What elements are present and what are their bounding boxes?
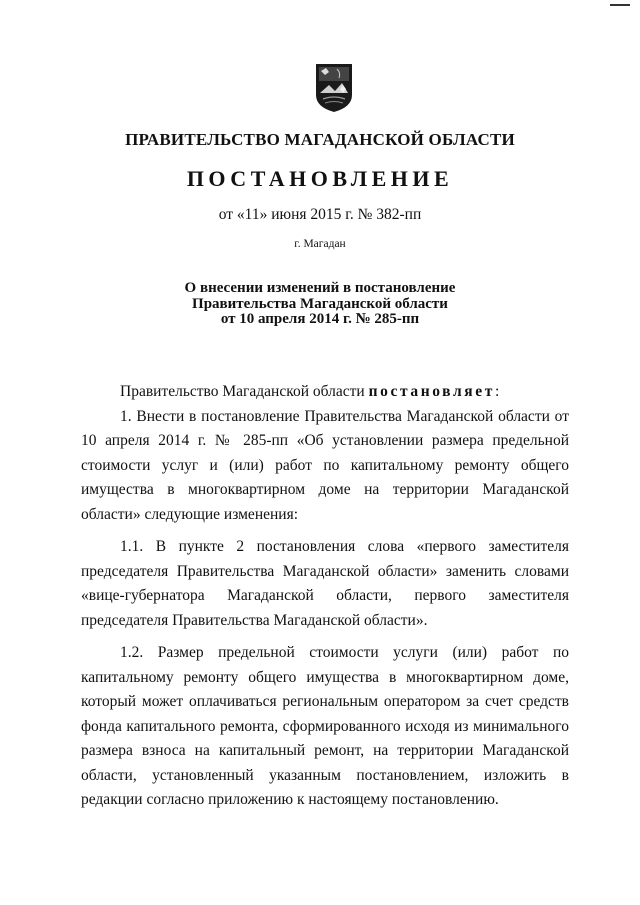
- scan-corner-mark: [610, 4, 630, 12]
- subject-line: Правительства Магаданской области: [192, 295, 448, 312]
- intro-paragraph: [81, 380, 569, 405]
- intro-text: Правительство Магаданской области: [120, 383, 369, 400]
- intro-colon: :: [494, 383, 500, 400]
- subject-line: от 10 апреля 2014 г. № 285-пп: [220, 311, 420, 327]
- government-title: ПРАВИТЕЛЬСТВО МАГАДАНСКОЙ ОБЛАСТИ: [125, 130, 515, 149]
- coat-of-arms-emblem: [315, 63, 353, 113]
- document-date-number: от «11» июня 2015 г. № 382-пп: [218, 206, 422, 223]
- item-1-paragraph: 1. Внести в постановление Правительства Магаданской области от 10 апреля 2014 г. № 285-пп «Об установлении размера предельной стоимости услуг и (или) работ по капитальному ремонту общего имущества в многоквартирном доме на территории Магаданской области» следующие изменения:: [81, 407, 569, 523]
- document-subject: [0, 281, 640, 328]
- document-type-title: ПОСТАНОВЛЕНИЕ: [186, 166, 454, 191]
- item-1-1-paragraph: 1.1. В пункте 2 постановления слова «первого заместителя председателя Правительства Магаданской области» заменить словами «вице-губернатора Магаданской области, первого заместителя: [81, 538, 569, 604]
- item-1-1-paragraph-end: председателя Правительства Магаданской области».: [81, 611, 428, 629]
- subject-line: О внесении изменений в постановление: [184, 280, 456, 296]
- resolves-word: постановляет: [368, 383, 495, 400]
- document-body: [81, 380, 569, 813]
- document-city: г. Магадан: [294, 238, 346, 250]
- item-1-2-paragraph: 1.2. Размер предельной стоимости услуги (или) работ по капитальному ремонту общего имущества в многоквартирном доме, который может оплачиваться региональным оператором за счет средств фонда капитального ремонта, сформированного исходя из минимального размера взноса на капитальный ремонт, на территории Магаданской области, установленный указанным постановлением, изложить в редакции согласно приложению к настоящему постановлению.: [81, 644, 569, 808]
